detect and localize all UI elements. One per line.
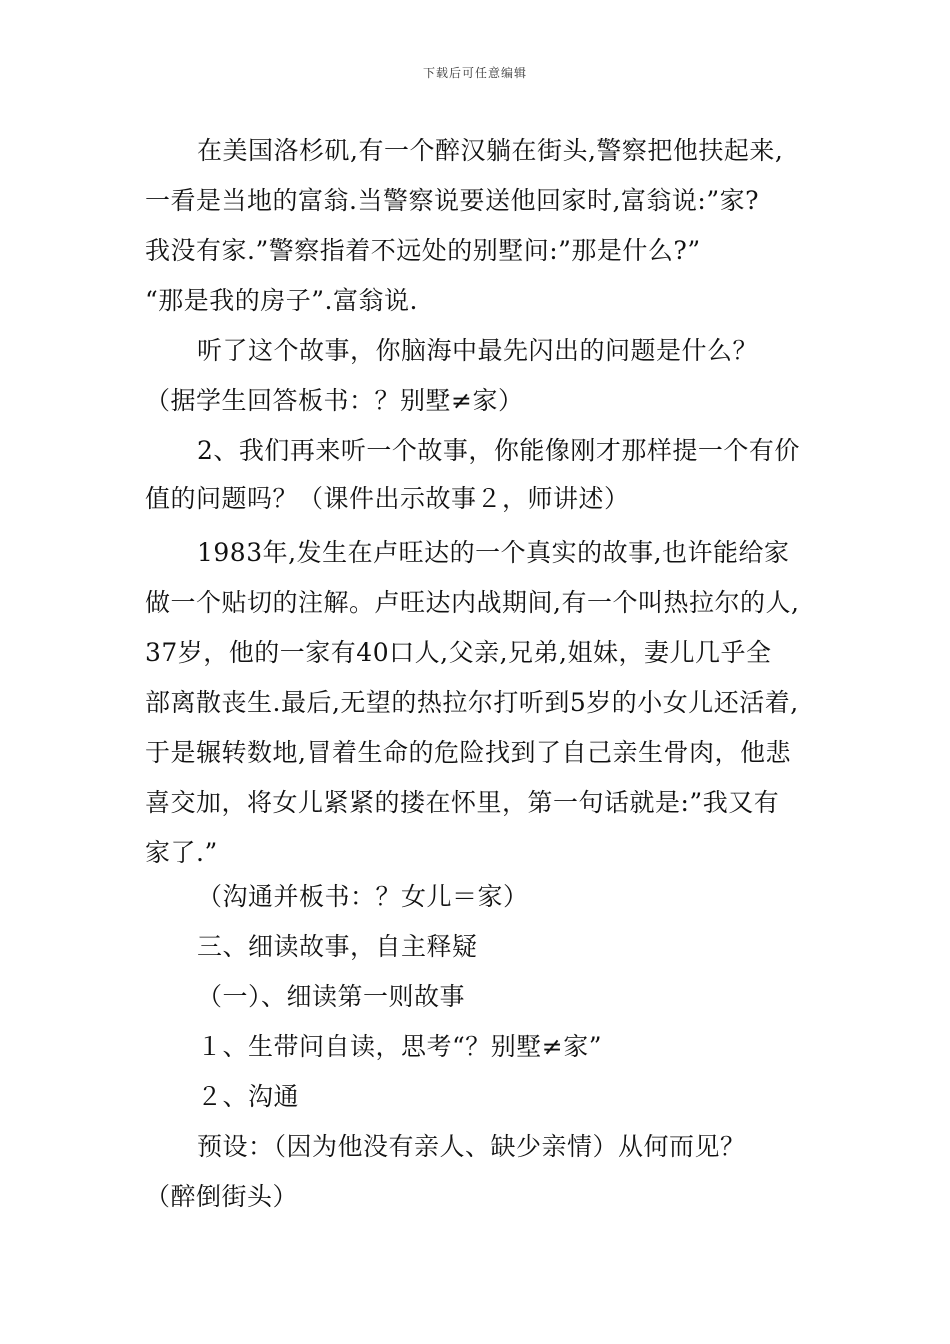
page-header-note: 下载后可任意编辑 bbox=[422, 66, 527, 80]
text-line: 值的问题吗？（课件出示故事２，师讲述） bbox=[145, 484, 630, 513]
subsection-heading: （一）、细读第一则故事 bbox=[197, 982, 466, 1011]
text-line: 做一个贴切的注解。卢旺达内战期间,有一个叫热拉尔的人, bbox=[145, 588, 800, 617]
text-line: 于是辗转数地,冒着生命的危险找到了自己亲生骨肉，他悲 bbox=[145, 738, 791, 767]
text-line: 部离散丧生.最后,无望的热拉尔打听到5岁的小女儿还活着, bbox=[145, 688, 799, 717]
text-line: １、生带问自读，思考“？别墅≠家” bbox=[197, 1032, 603, 1061]
text-line: （据学生回答板书：？别墅≠家） bbox=[145, 386, 524, 415]
text-line: 听了这个故事，你脑海中最先闪出的问题是什么？ bbox=[197, 336, 759, 365]
text-line: 37岁，他的一家有40口人,父亲,兄弟,姐妹，妻儿几乎全 bbox=[145, 638, 772, 667]
text-line: 家了.” bbox=[145, 838, 218, 867]
text-line: 在美国洛杉矶,有一个醉汉躺在街头,警察把他扶起来, bbox=[197, 136, 784, 165]
text-line: ２、沟通 bbox=[197, 1082, 300, 1111]
section-heading: 三、细读故事，自主释疑 bbox=[197, 932, 478, 961]
text-line: 一看是当地的富翁.当警察说要送他回家时,富翁说:”家? bbox=[145, 186, 760, 215]
text-line: 预设：（因为他没有亲人、缺少亲情）从何而见？ bbox=[197, 1132, 746, 1161]
text-line: 2、我们再来听一个故事，你能像刚才那样提一个有价 bbox=[197, 436, 800, 465]
text-line: （沟通并板书：？女儿＝家） bbox=[197, 882, 529, 911]
text-line: 喜交加，将女儿紧紧的搂在怀里，第一句话就是:”我又有 bbox=[145, 788, 780, 817]
text-line: “那是我的房子”.富翁说. bbox=[145, 286, 418, 315]
text-line: 1983年,发生在卢旺达的一个真实的故事,也许能给家 bbox=[197, 538, 790, 567]
text-line: 我没有家.”警察指着不远处的别墅问:”那是什么?” bbox=[145, 236, 701, 265]
text-line: （醉倒街头） bbox=[145, 1182, 299, 1211]
